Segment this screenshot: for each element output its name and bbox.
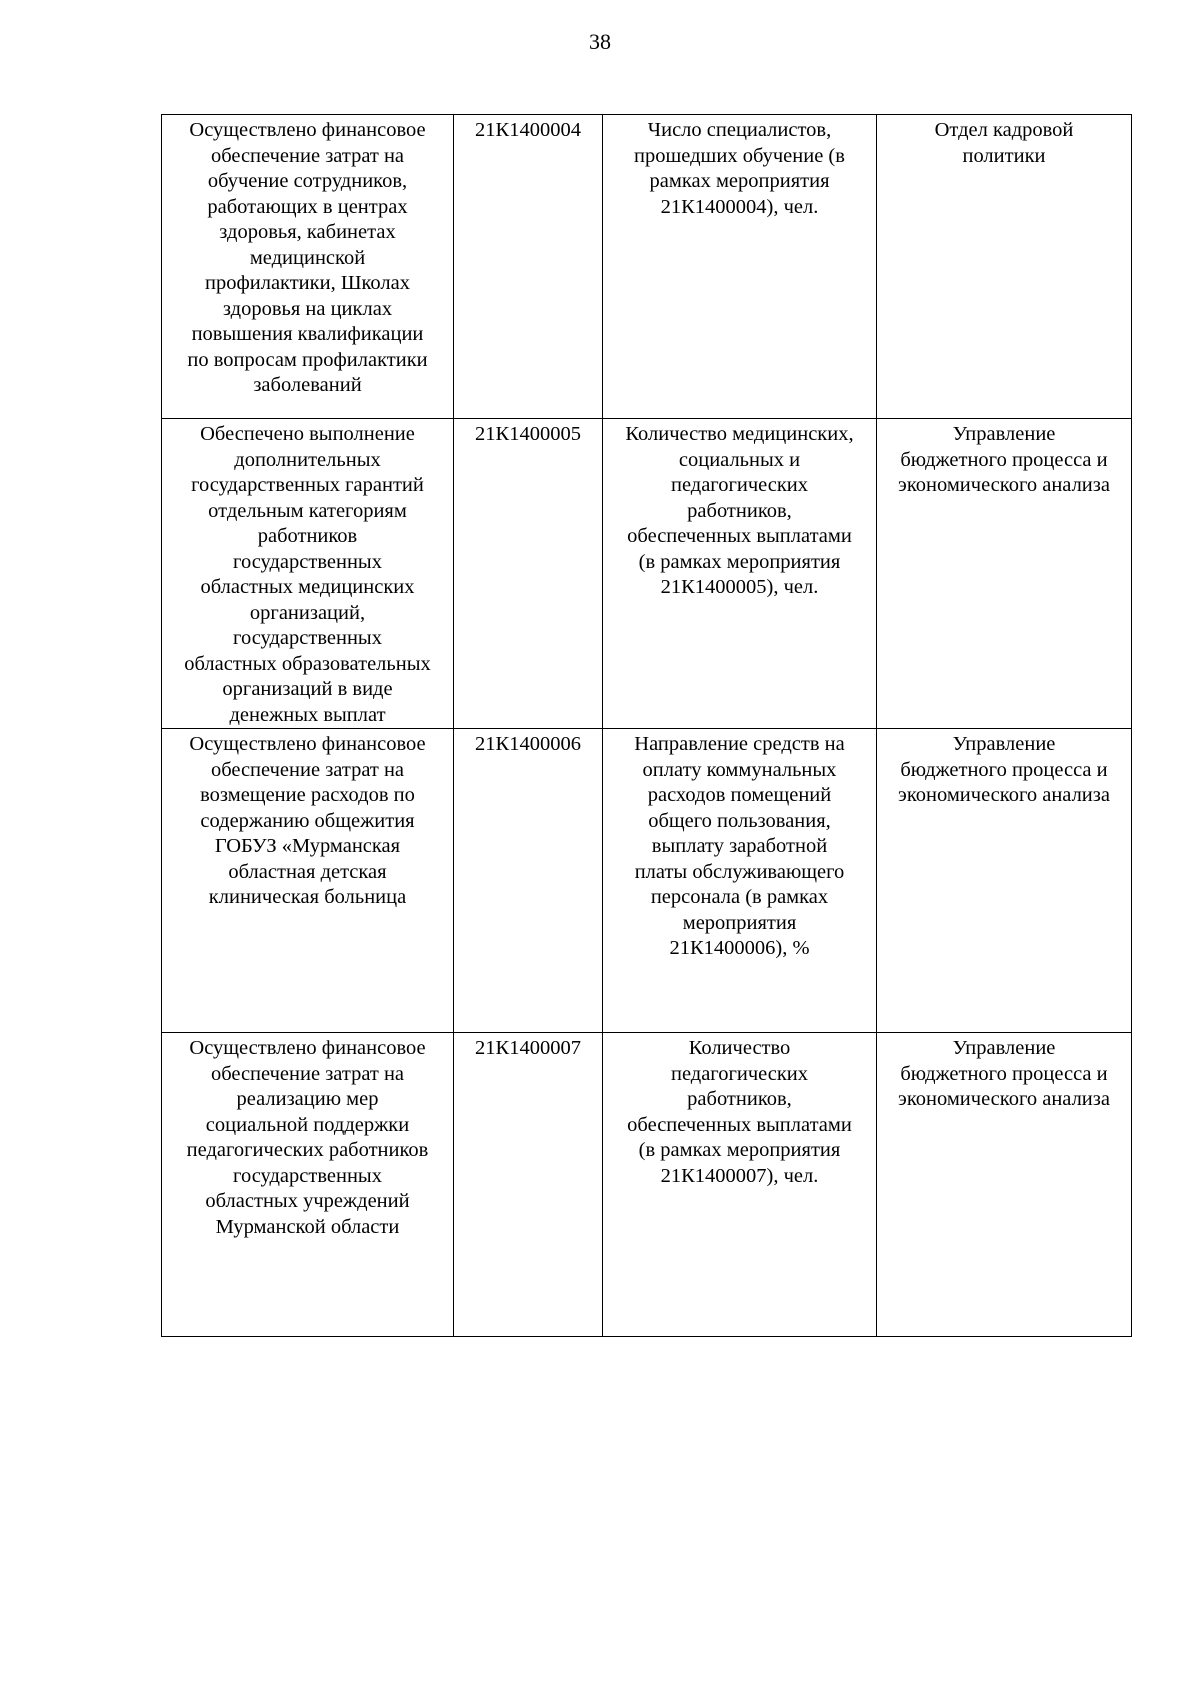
responsible-cell: Управление бюджетного процесса и экономического анализа	[877, 419, 1132, 729]
measures-table	[161, 114, 1132, 1337]
indicator-cell: Направление средств на оплату коммунальных расходов помещений общего пользования, выплату заработной платы обслуживающего персонала (в рамках мероприятия 21К1400006), %	[603, 729, 877, 1033]
code-cell: 21К1400007	[454, 1033, 603, 1337]
code-cell: 21К1400005	[454, 419, 603, 729]
responsible-cell: Отдел кадровой политики	[877, 115, 1132, 419]
responsible-cell: Управление бюджетного процесса и экономического анализа	[877, 1033, 1132, 1337]
indicator-cell: Количество педагогических работников, обеспеченных выплатами (в рамках мероприятия 21К1400007), чел.	[603, 1033, 877, 1337]
task-cell: Осуществлено финансовое обеспечение затрат на возмещение расходов по содержанию общежития ГОБУЗ «Мурманская областная детская клиническая больница	[162, 729, 454, 1033]
responsible-cell: Управление бюджетного процесса и экономического анализа	[877, 729, 1132, 1033]
task-cell: Осуществлено финансовое обеспечение затрат на реализацию мер социальной поддержки педагогических работников государственных областных учреждений Мурманской области	[162, 1033, 454, 1337]
indicator-cell: Число специалистов, прошедших обучение (в рамках мероприятия 21К1400004), чел.	[603, 115, 877, 419]
table-row	[162, 115, 1132, 419]
table-row	[162, 419, 1132, 729]
indicator-cell: Количество медицинских, социальных и педагогических работников, обеспеченных выплатами (в рамках мероприятия 21К1400005), чел.	[603, 419, 877, 729]
table-row	[162, 1033, 1132, 1337]
task-cell: Осуществлено финансовое обеспечение затрат на обучение сотрудников, работающих в центрах здоровья, кабинетах медицинской профилактики, Школах здоровья на циклах повышения квалификации по вопросам профилактики заболеваний	[162, 115, 454, 419]
page-number: 38	[589, 29, 611, 54]
table-row	[162, 729, 1132, 1033]
task-cell: Обеспечено выполнение дополнительных государственных гарантий отдельным категориям работников государственных областных медицинских организаций, государственных областных образовательных организаций в виде денежных выплат	[162, 419, 454, 729]
code-cell: 21К1400006	[454, 729, 603, 1033]
code-cell: 21К1400004	[454, 115, 603, 419]
